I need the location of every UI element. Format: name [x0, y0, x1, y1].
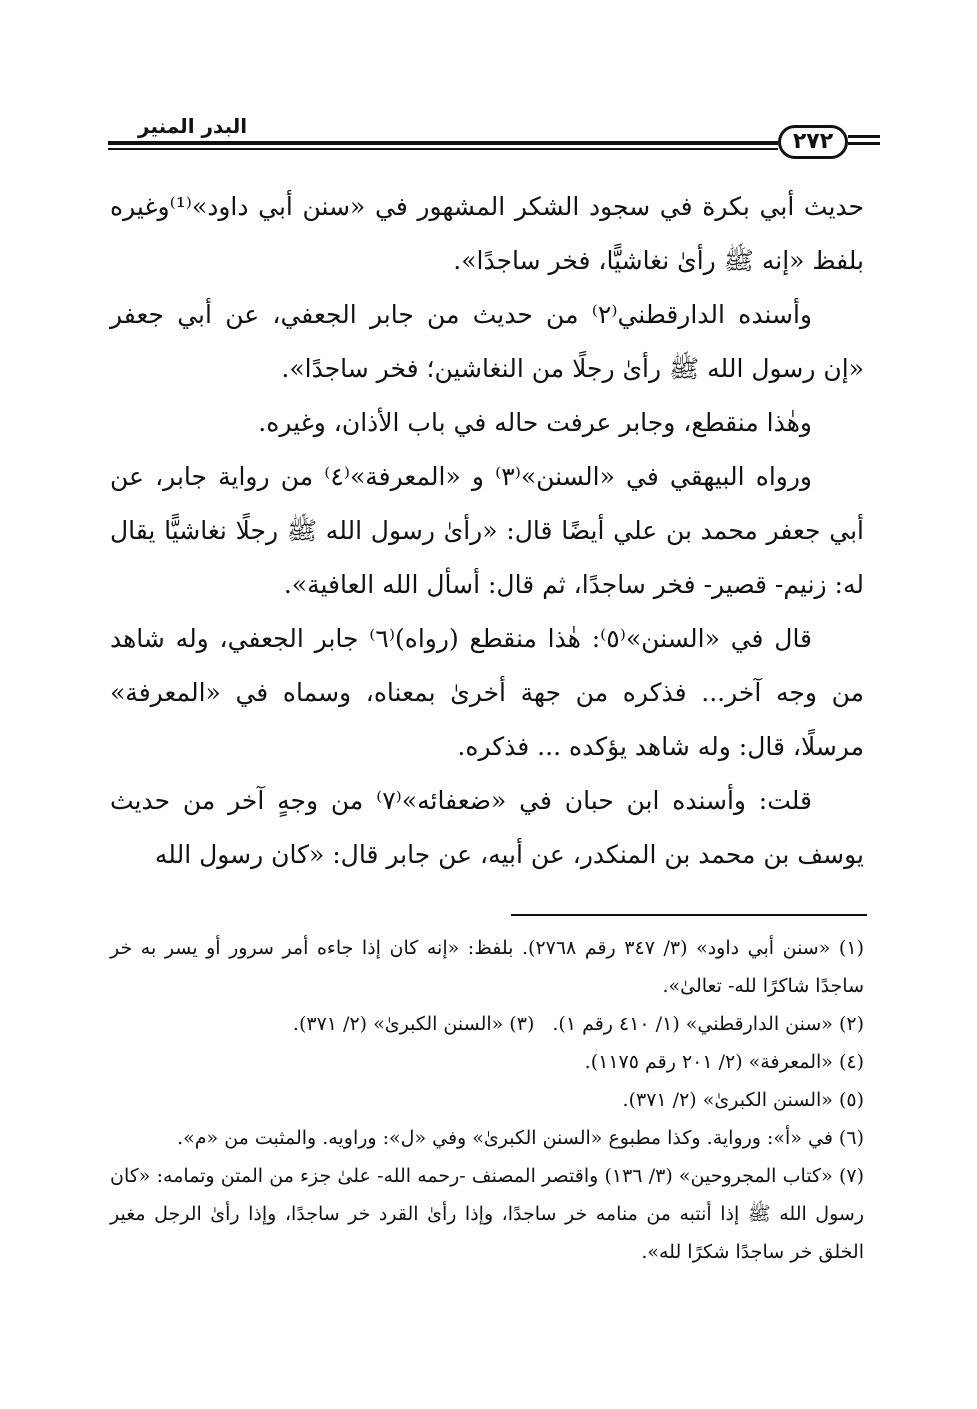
paragraph: قال في «السنن»⁽٥⁾: هٰذا منقطع (رواه)⁽٦⁾ جابر الجعفي، وله شاهد من وجه آخر... فذكره من جهة أخرىٰ بمعناه، وسماه في «المعرفة» مرسلًا، قال: وله شاهد يؤكده ... فذكره.	[110, 624, 864, 761]
page-header	[108, 108, 866, 160]
footnote-1	[110, 929, 864, 1005]
page-number-ornament	[848, 142, 880, 145]
page-number-ornament	[848, 135, 880, 138]
paragraph: قلت: وأسنده ابن حبان في «ضعفائه»⁽٧⁾ من وجهٍ آخر من حديث يوسف بن محمد بن المنكدر، عن أبيه، عن جابر قال: «كان رسول الله	[110, 786, 864, 869]
footnote-2: (٢) «سنن الدارقطني» (١/ ٤١٠ رقم ١).	[552, 1013, 864, 1035]
footnote-6: (٦) في «أ»: ورواية. وكذا مطبوع «السنن الكبرىٰ» وفي «ل»: وراويه. والمثبت من «م».	[177, 1127, 864, 1149]
header-rule-thick	[108, 141, 778, 145]
footnote-text: «كتاب المجروحين» (٣/ ١٣٦) واقتصر المصنف -رحمه الله- علىٰ جزء من المتن وتمامه: «كان رسول الله ﷺ إذا أنتبه من منامه خر ساجدًا، وإذا رأىٰ القرد خر ساجدًا، وإذا رأىٰ الرجل مغير الخلق خر ساجدًا شكرًا لله».	[110, 1165, 864, 1263]
footnote-number: (٧)	[838, 1165, 864, 1187]
paragraph: وأسنده الدارقطني⁽٢⁾ من حديث من جابر الجعفي، عن أبي جعفر «إن رسول الله ﷺ رأىٰ رجلًا من النغاشين؛ فخر ساجدًا».	[110, 300, 864, 383]
paragraph: حديث أبي بكرة في سجود الشكر المشهور في «سنن أبي داود»⁽¹⁾وغيره بلفظ «إنه ﷺ رأىٰ نغاشيًّا، فخر ساجدًا».	[110, 192, 864, 275]
running-title: البدر المنير	[138, 114, 248, 138]
page-number: ٢٧٢	[778, 125, 848, 159]
main-text	[110, 180, 864, 882]
footnotes	[110, 929, 864, 1271]
header-rule-thin	[108, 148, 778, 150]
footnote-7	[110, 1157, 864, 1271]
footnote-5: (٥) «السنن الكبرىٰ» (٢/ ٣٧١).	[622, 1089, 864, 1111]
footnote-separator	[511, 914, 867, 916]
footnote-text: «سنن أبي داود» (٣/ ٣٤٧ رقم ٢٧٦٨). بلفظ: «إنه كان إذا جاءه أمر سرور أو يسر به خر ساجدًا شاكرًا لله- تعالىٰ».	[110, 937, 864, 997]
footnote-4: (٤) «المعرفة» (٢/ ٢٠١ رقم ١١٧٥).	[584, 1051, 864, 1073]
paragraph: ورواه البيهقي في «السنن»⁽٣⁾ و «المعرفة»⁽٤⁾ من رواية جابر، عن أبي جعفر محمد بن علي أيضًا قال: «رأىٰ رسول الله ﷺ رجلًا نغاشيًّا يقال له: زنيم- قصير- فخر ساجدًا، ثم قال: أسأل الله العافية».	[110, 462, 864, 599]
footnote-number: (١)	[838, 937, 864, 959]
footnote-3: (٣) «السنن الكبرىٰ» (٢/ ٣٧١).	[292, 1013, 535, 1035]
paragraph: وهٰذا منقطع، وجابر عرفت حاله في باب الأذان، وغيره.	[258, 408, 812, 437]
footnote-2-3	[110, 1005, 864, 1043]
